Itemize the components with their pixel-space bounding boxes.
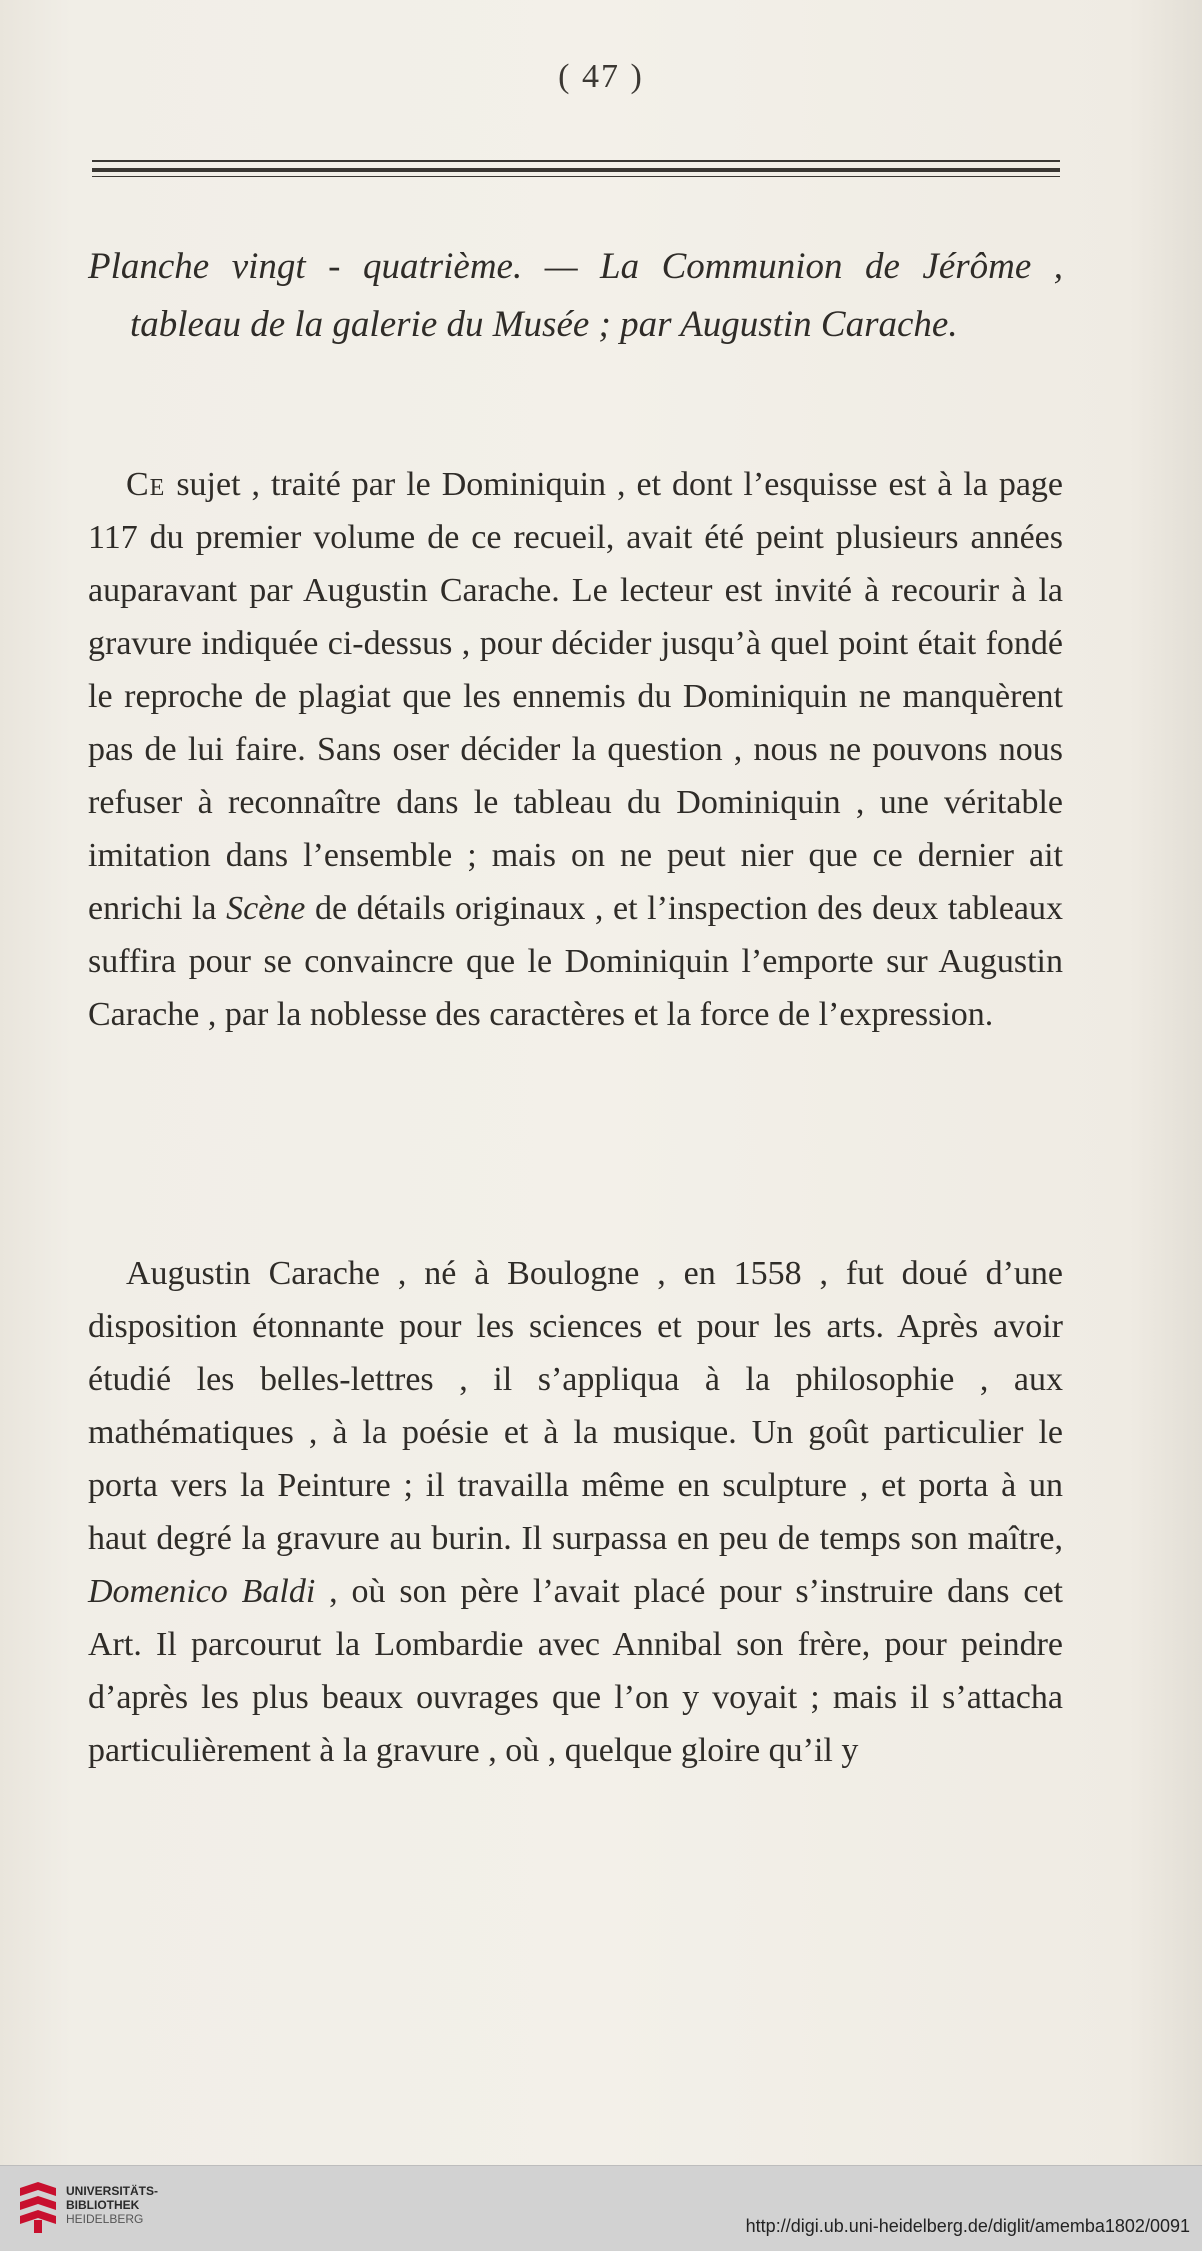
plate-heading xyxy=(88,238,1063,354)
page-number: ( 47 ) xyxy=(558,58,644,95)
permalink-url[interactable]: http://digi.ub.uni-heidelberg.de/diglit/amemba1802/0091 xyxy=(745,2216,1190,2236)
institution-line-3: HEIDELBERG xyxy=(66,2212,144,2226)
paragraph-1-dropcap: Ce xyxy=(126,466,166,503)
paragraph-1 xyxy=(88,458,1063,1041)
university-library-logo-icon[interactable] xyxy=(12,2180,62,2235)
header-rule-top xyxy=(92,160,1060,162)
institution-line-1: UNIVERSITÄTS- xyxy=(66,2184,159,2198)
paragraph-1-italic: Scène xyxy=(226,890,306,927)
paragraph-1-text: sujet , traité par le Dominiquin , et dont l’esquisse est à la page 117 du premier volume de ce recueil, avait été peint plusieurs années auparavant par Augustin Carache. Le lecteur est invité à recourir à la gravure indiquée ci-dessus , pour décider jusqu’à quel point était fondé le reproche de plagiat que les ennemis du Dominiquin ne manquèrent pas de lui faire. Sans oser décider la question , nous ne pouvons nous refuser à reconnaître dans le tableau du Dominiquin , une véritable imitation dans l’ensemble ; mais on ne peut nier que ce dernier ait enrichi la xyxy=(88,466,1063,927)
paragraph-1-text-after: de détails originaux , et l’inspection des deux tableaux suffira pour se convaincre que le Dominiquin l’emporte sur Augustin Carache , par la noblesse des caractères et la force de l’expression. xyxy=(88,890,1063,1033)
paragraph-2-text-after: , où son père l’avait placé pour s’instruire dans cet Art. Il parcourut la Lombardie avec Annibal son frère, pour peindre d’après les plus beaux ouvrages que l’on y voyait ; mais il s’attacha particulièrement à la gravure , où , quelque gloire qu’il y xyxy=(88,1573,1063,1769)
viewer-footer xyxy=(0,2165,1202,2251)
paragraph-2-text: Augustin Carache , né à Boulogne , en 1558 , fut doué d’une disposition étonnante pour les sciences et pour les arts. Après avoir étudié les belles-lettres , il s’appliqua à la philosophie , aux mathématiques , à la poésie et à la musique. Un goût particulier le porta vers la Peinture ; il travailla même en sculpture , et porta à un haut degré la gravure au burin. Il surpassa en peu de temps son maître, xyxy=(88,1255,1063,1557)
header-rule-bottom xyxy=(92,176,1060,177)
plate-heading-rest: Jérôme , tableau de la galerie du Musée ; par Augustin Carache. xyxy=(130,246,1063,345)
paragraph-2-italic: Domenico Baldi xyxy=(88,1573,316,1610)
header-rule-middle xyxy=(92,168,1060,172)
institution-name xyxy=(66,2184,158,2226)
paragraph-2 xyxy=(88,1247,1063,1777)
plate-heading-lead: Planche vingt - quatrième. — La Communion de xyxy=(88,246,900,287)
institution-line-2: BIBLIOTHEK xyxy=(66,2198,140,2212)
